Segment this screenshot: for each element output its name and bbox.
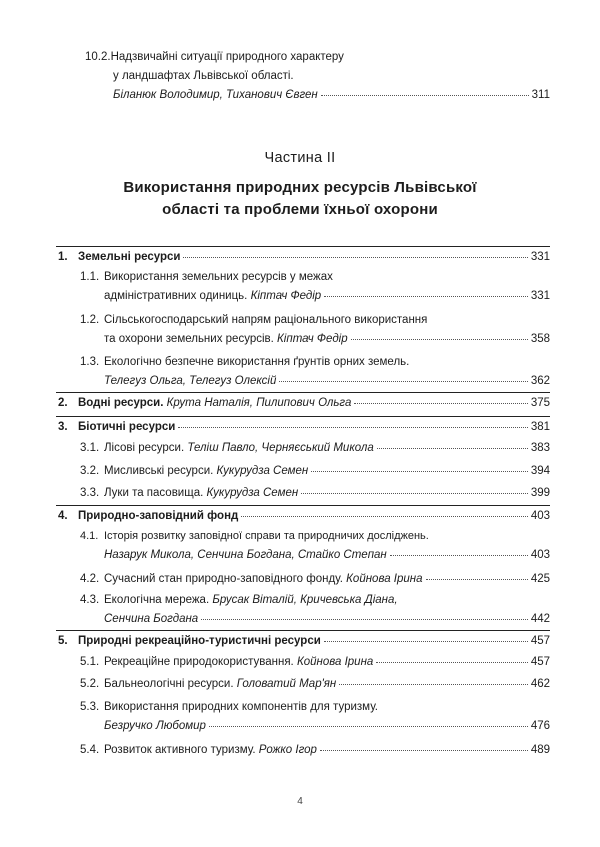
toc-entry-1-3-line2	[104, 374, 550, 388]
toc-entry-5-1	[80, 655, 550, 669]
toc-section-5	[58, 634, 550, 648]
leader-dots	[178, 427, 528, 428]
entry-authors: Кіптач Федір	[250, 290, 322, 302]
entry-authors: Назарук Микола, Сенчина Богдана, Стайко Степан	[104, 549, 387, 561]
section-number: 2.	[58, 397, 68, 409]
section-number: 1.	[58, 251, 68, 263]
entry-authors: Біланюк Володимир, Тиханович Євген	[113, 89, 318, 101]
entry-authors: Брусак Віталій, Кричевська Діана,	[212, 594, 398, 606]
toc-entry-4-3-line1	[80, 593, 398, 607]
toc-section-4	[58, 509, 550, 523]
section-title: Біотичні ресурси	[78, 421, 176, 433]
section-page: 381	[530, 421, 550, 433]
entry-number: 5.2.	[80, 678, 100, 690]
toc-entry-4-1-line2	[104, 548, 550, 562]
entry-number: 3.2.	[80, 465, 100, 477]
entry-page: 462	[530, 678, 550, 690]
toc-entry-10-2-authors-row	[113, 88, 550, 102]
entry-page: 476	[530, 720, 550, 732]
entry-authors: Телегуз Ольга, Телегуз Олексій	[104, 375, 277, 387]
toc-entry-1-1-line1	[80, 270, 333, 284]
entry-title-cont: адміністративних одиниць.	[104, 290, 248, 302]
toc-entry-4-1-line1	[80, 529, 429, 543]
entry-title: Сільськогосподарський напрям раціонального використання	[104, 314, 428, 326]
part-title-line1: Використання природних ресурсів Львівської	[123, 179, 477, 196]
entry-authors: Кукурудза Семен	[216, 465, 309, 477]
entry-authors: Головатий Мар'ян	[236, 678, 337, 690]
entry-number: 1.3.	[80, 356, 100, 368]
section-number: 4.	[58, 510, 68, 522]
toc-entry-5-2	[80, 677, 550, 691]
toc-entry-1-1-line2	[104, 289, 550, 303]
entry-page: 358	[530, 333, 550, 345]
page-number: 4	[297, 796, 303, 807]
section-page: 331	[530, 251, 550, 263]
entry-title: Луки та пасовища.	[104, 487, 204, 499]
section-title: Природно-заповідний фонд	[78, 510, 239, 522]
section-page: 375	[530, 397, 550, 409]
leader-dots	[339, 684, 528, 685]
entry-title: Екологічна мережа.	[104, 594, 210, 606]
toc-section-3	[58, 420, 550, 434]
entry-page: 362	[530, 375, 550, 387]
leader-dots	[426, 579, 528, 580]
section-title: Водні ресурси.	[78, 397, 164, 409]
section-number: 3.	[58, 421, 68, 433]
toc-entry-10-2-line2: у ландшафтах Львівської області.	[113, 70, 294, 82]
entry-number: 5.4.	[80, 744, 100, 756]
leader-dots	[321, 95, 529, 96]
leader-dots	[351, 339, 528, 340]
entry-authors-cont: Сенчина Богдана	[104, 613, 199, 625]
section-rule	[56, 630, 550, 631]
toc-entry-4-3-line2	[104, 612, 550, 626]
part-label: Частина II	[264, 150, 336, 166]
toc-entry-1-2-line1	[80, 313, 427, 327]
entry-number: 4.2.	[80, 573, 100, 585]
section-title: Природні рекреаційно-туристичні ресурси	[78, 635, 321, 647]
entry-page: 311	[531, 89, 550, 101]
toc-entry-5-3-line2	[104, 719, 550, 733]
entry-authors: Рожко Ігор	[258, 744, 317, 756]
toc-entry-5-3-line1	[80, 700, 378, 714]
section-page: 403	[530, 510, 550, 522]
entry-number: 10.2.	[85, 51, 111, 63]
entry-number: 1.1.	[80, 271, 100, 283]
toc-entry-4-2	[80, 572, 550, 586]
leader-dots	[376, 662, 528, 663]
entry-title: Рекреаційне природокористування.	[104, 656, 294, 668]
leader-dots	[241, 516, 527, 517]
entry-authors: Койнова Ірина	[296, 656, 374, 668]
leader-dots	[377, 448, 528, 449]
entry-page: 403	[530, 549, 550, 561]
toc-entry-5-4	[80, 743, 550, 757]
entry-number: 3.1.	[80, 442, 100, 454]
entry-authors: Койнова Ірина	[346, 573, 423, 585]
entry-page: 425	[530, 573, 550, 585]
section-rule	[56, 505, 550, 506]
entry-page: 394	[530, 465, 550, 477]
section-title: Земельні ресурси	[78, 251, 181, 263]
entry-page: 442	[530, 613, 550, 625]
toc-section-2	[58, 396, 550, 410]
part-title-line2: області та проблеми їхньої охорони	[162, 201, 438, 218]
toc-entry-3-3	[80, 486, 550, 500]
entry-number: 4.1.	[80, 530, 99, 542]
leader-dots	[301, 493, 528, 494]
toc-entry-1-2-line2	[104, 332, 550, 346]
entry-authors: Безручко Любомир	[104, 720, 206, 732]
toc-entry-1-3-line1	[80, 355, 409, 369]
entry-page: 399	[530, 487, 550, 499]
entry-page: 489	[530, 744, 550, 756]
entry-title: Розвиток активного туризму.	[104, 744, 256, 756]
entry-page: 383	[530, 442, 550, 454]
entry-title: Екологічно безпечне використання ґрунтів орних земель.	[104, 356, 410, 368]
leader-dots	[209, 726, 528, 727]
section-page: 457	[530, 635, 550, 647]
toc-entry-3-2	[80, 464, 550, 478]
entry-authors: Кукурудза Семен	[206, 487, 299, 499]
entry-title: Надзвичайні ситуації природного характеру	[110, 51, 344, 63]
entry-authors: Кіптач Федір	[277, 333, 348, 345]
entry-number: 4.3.	[80, 594, 100, 606]
entry-title-cont: та охорони земельних ресурсів.	[104, 333, 274, 345]
entry-title: Використання земельних ресурсів у межах	[104, 271, 333, 283]
entry-authors: Теліш Павло, Черняєський Микола	[187, 442, 374, 454]
leader-dots	[320, 750, 528, 751]
entry-number: 5.1.	[80, 656, 100, 668]
leader-dots	[183, 257, 527, 258]
leader-dots	[324, 296, 528, 297]
entry-page: 331	[530, 290, 550, 302]
entry-page: 457	[530, 656, 550, 668]
entry-title: Сучасний стан природно-заповідного фонду.	[104, 573, 343, 585]
section-rule	[56, 392, 550, 393]
leader-dots	[324, 641, 528, 642]
leader-dots	[354, 403, 527, 404]
leader-dots	[201, 619, 528, 620]
toc-entry-10-2-line1	[85, 50, 344, 64]
entry-number: 1.2.	[80, 314, 100, 326]
entry-title: Історія розвитку заповідної справи та природничих досліджень.	[104, 530, 429, 542]
section-rule	[56, 416, 550, 417]
toc-entry-3-1	[80, 441, 550, 455]
part-title	[60, 177, 540, 221]
leader-dots	[279, 381, 527, 382]
entry-title: Використання природних компонентів для туризму.	[104, 701, 378, 713]
entry-number: 5.3.	[80, 701, 100, 713]
section-number: 5.	[58, 635, 68, 647]
leader-dots	[390, 555, 528, 556]
leader-dots	[311, 471, 528, 472]
section-rule	[56, 246, 550, 247]
entry-title: Бальнеологічні ресурси.	[104, 678, 234, 690]
entry-number: 3.3.	[80, 487, 100, 499]
entry-title: Лісові ресурси.	[104, 442, 185, 454]
toc-section-1	[58, 250, 550, 264]
entry-title: Мисливські ресурси.	[104, 465, 214, 477]
section-authors: Крута Наталія, Пилипович Ольга	[166, 397, 352, 409]
